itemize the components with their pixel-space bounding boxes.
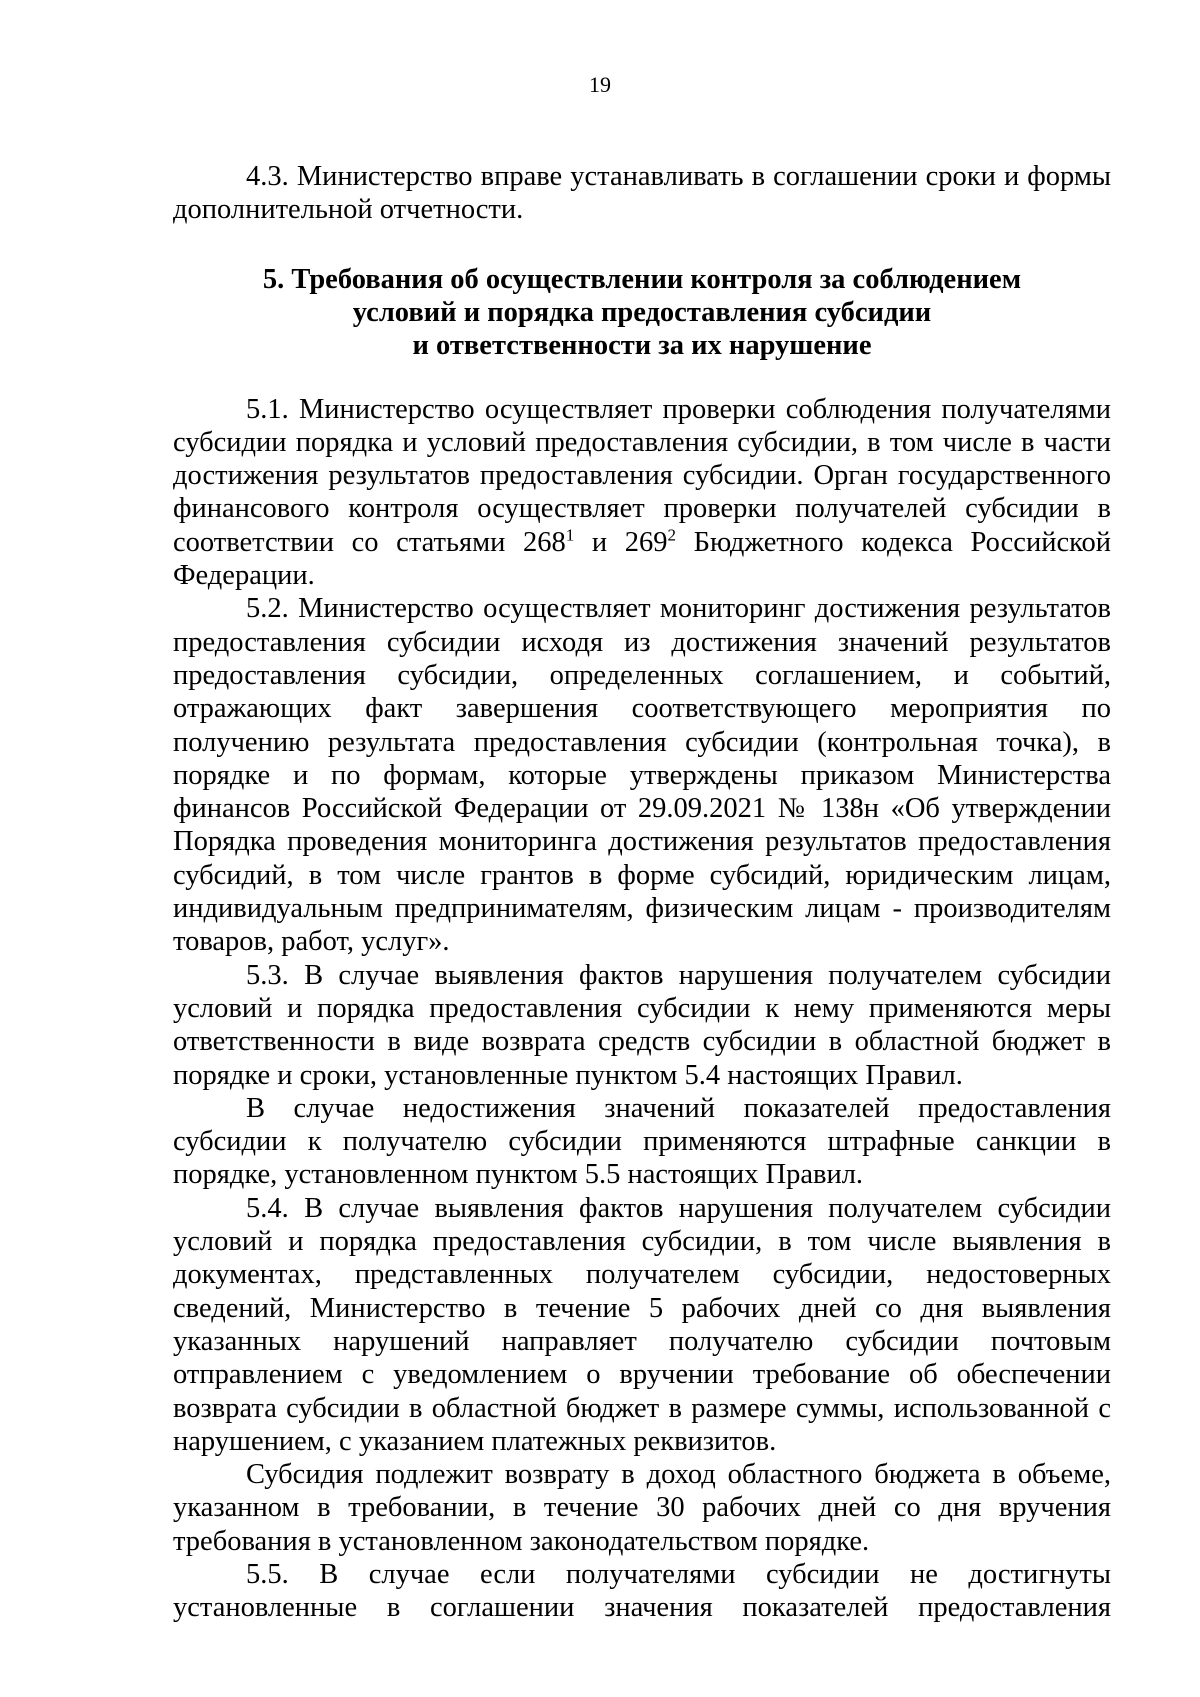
paragraph-5-4-refund: Субсидия подлежит возврату в доход областного бюджета в объеме, указанном в требовании, в течение 30 рабочих дней со дня вручения требования в установленном законодательством порядке. [173,1459,1111,1557]
article-269-superscript: 2 [667,525,677,545]
section-5-heading [173,263,1111,362]
paragraph-5-4: 5.4. В случае выявления фактов нарушения получателем субсидии условий и порядка предоставления субсидии, в том числе выявления в документах, представленных получателем субсидии, недостоверных сведений, Министерство в течение 5 рабочих дней со дня выявления указанных нарушений направляет получателю субсидии почтовым отправлением с уведомлением о вручении требование об обеспечении возврата субсидии в областной бюджет в размере суммы, использованной с нарушением, с указанием платежных реквизитов. [173,1192,1111,1457]
paragraph-5-5: 5.5. В случае если получателями субсидии не достигнуты установленные в соглашении значения показателей предоставления [173,1558,1111,1624]
page-number: 19 [589,72,611,97]
section-heading-line-3: и ответственности за их нарушение [412,329,872,361]
article-268-superscript: 1 [565,525,575,545]
paragraph-5-3-penalties: В случае недостижения значений показателей предоставления субсидии к получателю субсидии применяются штрафные санкции в порядке, установленном пунктом 5.5 настоящих Правил. [173,1092,1111,1191]
paragraph-5-1-text-c: Бюджетного кодекса Российской Федерации. [173,526,1111,592]
paragraph-5-2: 5.2. Министерство осуществляет мониторинг достижения результатов предоставления субсидии исходя из достижения значений результатов предоставления субсидии, определенных соглашением, и событий, отражающих факт завершения соответствующего мероприятия по получению результата предоставления субсидии (контрольная точка), в порядке и по формам, которые утверждены приказом Министерства финансов Российской Федерации от 29.09.2021 № 138н «Об утверждении Порядка проведения мониторинга достижения результатов предоставления субсидий, в том числе грантов в форме субсидий, юридическим лицам, индивидуальным предпринимателям, физическим лицам - производителям товаров, работ, услуг». [173,593,1111,958]
paragraph-4-3: 4.3. Министерство вправе устанавливать в соглашении сроки и формы дополнительной отчетности. [173,161,1111,226]
paragraph-5-1-text-b: и 269 [574,526,668,558]
section-heading-line-2: условий и порядка предоставления субсидии [352,296,932,328]
document-body [173,160,1111,1625]
section-heading-line-1: 5. Требования об осуществлении контроля за соблюдением [262,263,1022,295]
paragraph-5-1-text-a: 5.1. Министерство осуществляет проверки соблюдения получателями субсидии порядка и условий предоставления субсидии, в том числе в части достижения результатов предоставления субсидии. Орган государственного финансового контроля осуществляет проверки получателей субсидии в соответствии со статьями 268 [173,393,1111,558]
paragraph-5-1 [173,393,1111,593]
paragraph-5-3: 5.3. В случае выявления фактов нарушения получателем субсидии условий и порядка предоставления субсидии к нему применяются меры ответственности в виде возврата средств субсидии в областной бюджет в порядке и сроки, установленные пунктом 5.4 настоящих Правил. [173,959,1111,1091]
